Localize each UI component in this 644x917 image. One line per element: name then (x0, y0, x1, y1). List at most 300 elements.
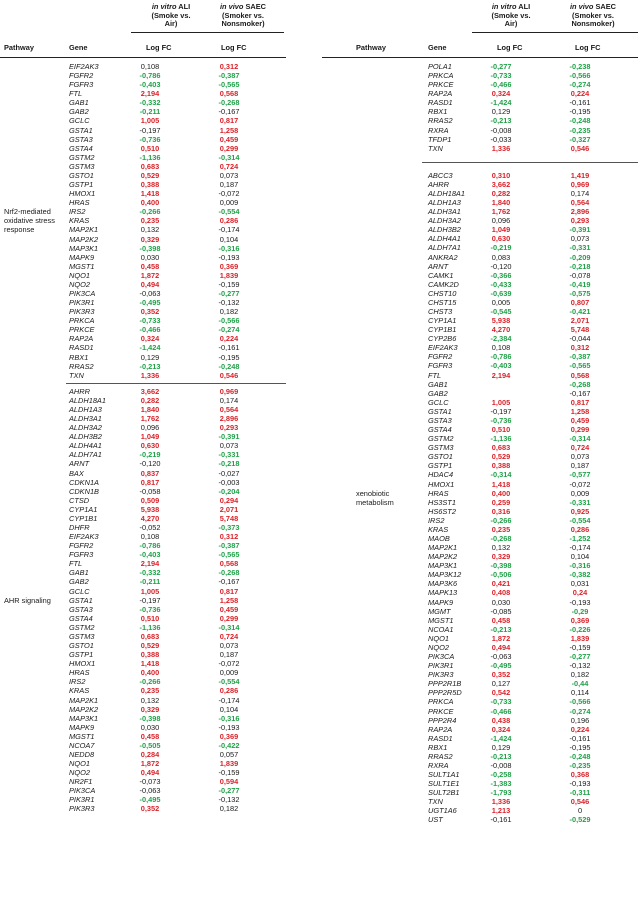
gene-name: FTL (428, 370, 442, 380)
gene-name: ABCC3 (428, 170, 453, 180)
table-row (322, 670, 644, 679)
logfc-in-vivo: 1,258 (219, 125, 239, 135)
logfc-in-vivo: 0,459 (570, 415, 590, 425)
logfc-in-vivo: -0,274 (218, 325, 240, 335)
gene-name: HMOX1 (69, 659, 96, 669)
logfc-in-vitro: -0,266 (490, 515, 512, 525)
logfc-in-vitro: 0,494 (140, 279, 160, 289)
gene-name: NQO2 (69, 279, 90, 289)
logfc-in-vivo: 1,258 (219, 595, 239, 605)
logfc-in-vitro: -0,213 (490, 751, 512, 761)
table-row (0, 307, 322, 316)
gene-name: KRAS (69, 686, 90, 696)
logfc-in-vivo: 0,312 (570, 343, 590, 353)
logfc-in-vitro: -1,136 (139, 622, 161, 632)
logfc-in-vitro: -0,211 (139, 107, 161, 117)
col2-header-right: in vivo SAEC (Smoker vs. Nonsmoker) (569, 2, 616, 29)
gene-name: CDKN1B (69, 486, 99, 496)
table-row (0, 334, 322, 343)
table-row (0, 696, 322, 705)
logfc-in-vitro: 0,494 (140, 768, 160, 778)
logfc-in-vitro: 0,388 (140, 650, 160, 660)
logfc-in-vivo: -0,044 (569, 334, 591, 344)
logfc-in-vivo: -0,159 (218, 768, 240, 778)
gene-name: CYP1B1 (428, 325, 457, 335)
logfc-in-vitro: 1,418 (491, 479, 511, 489)
logfc-in-vitro: 0,129 (491, 742, 511, 752)
logfc-in-vivo: -0,316 (569, 561, 591, 571)
pathway-label: xenobiotic metabolism (356, 488, 394, 507)
logfc-in-vitro: 1,336 (140, 370, 160, 380)
logfc-in-vitro: 0,108 (140, 62, 160, 71)
logfc-in-vitro: 0,329 (491, 552, 511, 562)
table-row (0, 387, 322, 396)
logfc-in-vitro: -0,545 (490, 307, 512, 316)
logfc-in-vitro: -0,314 (490, 470, 512, 480)
gene-name: NCOA7 (69, 740, 95, 750)
logfc-in-vivo: -0,132 (569, 661, 591, 671)
col1-header-right: in vitro ALI (Smoke vs. Air) (491, 2, 531, 29)
table-row (0, 396, 322, 405)
table-row (322, 688, 644, 697)
logfc-in-vitro: -0,639 (490, 288, 512, 298)
pathway-header-right: Pathway (356, 43, 386, 52)
table-row (322, 607, 644, 616)
table-row (322, 107, 644, 116)
logfc-in-vitro: -0,403 (139, 80, 161, 90)
table-row (322, 253, 644, 262)
table-row (322, 207, 644, 216)
logfc-in-vitro: 0,408 (491, 588, 511, 598)
logfc-in-vivo: -0,373 (218, 523, 240, 532)
logfc-in-vivo: -0,027 (218, 468, 240, 478)
logfc-in-vitro: 0,129 (140, 352, 160, 362)
gene-name: CYP2B6 (428, 334, 457, 344)
logfc-in-vitro: 0,235 (140, 216, 160, 226)
gene-name: GSTO1 (428, 452, 453, 462)
logfc-in-vitro: -0,063 (139, 289, 161, 298)
logfc-in-vitro: -0,213 (490, 116, 512, 126)
logfc-in-vitro: 0,329 (140, 704, 160, 714)
table-row (0, 271, 322, 280)
gene-name: ARNT (428, 261, 449, 271)
table-row (322, 434, 644, 443)
logfc-in-vitro: -0,786 (490, 352, 512, 362)
gene-name: MAP2K2 (69, 704, 99, 714)
gene-name: ALDH3B2 (69, 432, 102, 442)
logfc-in-vivo: -0,554 (569, 515, 591, 525)
gene-name: MAP2K1 (69, 695, 99, 705)
logfc-in-vitro: -0,466 (490, 80, 512, 90)
col1-header: in vitro ALI (Smoke vs. Air) (151, 2, 191, 29)
logfc-in-vitro: 0,421 (491, 579, 511, 589)
logfc-in-vivo: 0,009 (219, 198, 239, 208)
logfc-in-vitro: 0,083 (491, 252, 511, 262)
logfc-in-vitro: 1,049 (140, 432, 160, 442)
gene-name: MAP2K2 (428, 552, 458, 562)
logfc-in-vivo: -0,193 (218, 722, 240, 732)
logfc-in-vivo: -0,44 (571, 679, 589, 689)
table-row (322, 643, 644, 652)
table-row (0, 126, 322, 135)
logfc-in-vivo: 0,568 (219, 559, 239, 569)
gene-name: EIF2AK3 (428, 343, 458, 353)
table-row (0, 677, 322, 686)
logfc-in-vitro: 1,872 (491, 633, 511, 643)
table-row (322, 470, 644, 479)
logfc-in-vitro: 1,418 (140, 659, 160, 669)
logfc-in-vitro: -0,008 (490, 761, 512, 770)
logfc-in-vivo: -0,195 (569, 742, 591, 752)
gene-name: MGST1 (428, 615, 454, 625)
table-row (0, 262, 322, 271)
logfc-in-vitro: 0,630 (140, 441, 160, 451)
gene-name: NQO1 (69, 270, 90, 280)
logfc-in-vivo: 0,546 (570, 797, 590, 807)
table-row (322, 225, 644, 234)
logfc-in-vitro: 4,270 (140, 513, 160, 523)
logfc-in-vivo: -0,193 (569, 779, 591, 789)
table-row (0, 478, 322, 487)
logfc-in-vitro: 1,762 (491, 207, 511, 217)
table-row (322, 516, 644, 525)
gene-name: PRKCA (428, 697, 454, 707)
logfc-in-vivo: -0,419 (569, 279, 591, 289)
gene-name: RASD1 (428, 733, 453, 743)
gene-name: RRAS2 (428, 116, 453, 126)
gene-name: GSTP1 (428, 461, 453, 471)
table-row (322, 598, 644, 607)
gene-name: CAMK2D (428, 279, 459, 289)
logfc-in-vitro: -0,495 (139, 795, 161, 805)
gene-name: MAPK9 (69, 252, 95, 262)
gene-name: PPP2R5D (428, 688, 462, 698)
logfc-in-vivo: 1,839 (219, 270, 239, 280)
table-row (322, 135, 644, 144)
logfc-in-vitro: -0,266 (139, 207, 161, 217)
table-row (0, 80, 322, 89)
table-row (322, 316, 644, 325)
logfc-in-vitro: -0,197 (490, 406, 512, 416)
table-row (0, 777, 322, 786)
table-row (322, 380, 644, 389)
logfc-in-vivo: -0,174 (218, 695, 240, 705)
table-row (322, 371, 644, 380)
table-row (322, 679, 644, 688)
logfc-in-vitro: -0,332 (139, 568, 161, 578)
gene-name: MAP2K2 (69, 234, 99, 244)
table-row (0, 650, 322, 659)
gene-name: CDKN1A (69, 477, 99, 487)
logfc-in-vivo: 0,224 (570, 724, 590, 734)
logfc-in-vitro: -0,120 (490, 261, 512, 271)
logfc-in-vivo: -0,209 (569, 252, 591, 262)
gene-name: RAP2A (428, 89, 453, 99)
logfc-in-vivo: -0,161 (218, 343, 240, 353)
logfc-in-vitro: 0,542 (491, 688, 511, 698)
gene-name: GAB2 (69, 577, 89, 587)
table-row (322, 788, 644, 797)
logfc-in-vivo: -0,314 (569, 434, 591, 444)
table-row (322, 361, 644, 370)
logfc-in-vitro: -0,505 (139, 740, 161, 750)
gene-name: FGFR3 (69, 80, 94, 90)
table-row (322, 425, 644, 434)
table-row (0, 732, 322, 741)
table-row (0, 98, 322, 107)
logfc-in-vitro: -0,063 (490, 652, 512, 662)
table-row (0, 116, 322, 125)
gene-name: FTL (69, 89, 83, 99)
logfc-in-vitro: 0,352 (140, 804, 160, 814)
logfc-in-vitro: 0,388 (140, 180, 160, 190)
logfc-in-vivo: -0,566 (218, 316, 240, 326)
table-row (322, 480, 644, 489)
gene-name: GSTA1 (69, 595, 93, 605)
logfc-in-vitro: -0,161 (490, 815, 512, 825)
gene-name: ALDH7A1 (428, 243, 461, 253)
logfc-in-vitro: -0,398 (490, 561, 512, 571)
logfc-in-vivo: -0,159 (569, 642, 591, 652)
table-row (322, 116, 644, 125)
table-row (0, 244, 322, 253)
gene-name: PIK3R3 (69, 307, 95, 317)
gene-name: RXRA (428, 125, 449, 135)
gene-name: MAP2K1 (69, 225, 99, 235)
gene-name: GSTM3 (69, 161, 95, 171)
gene-name: MGMT (428, 606, 451, 616)
gene-name: ANKRA2 (428, 252, 458, 262)
logfc-in-vivo: 0,546 (219, 370, 239, 380)
gene-name: ARNT (69, 459, 90, 469)
logfc-in-vivo: -0,204 (218, 486, 240, 496)
table-row (0, 298, 322, 307)
table-row (0, 423, 322, 432)
table-row (322, 443, 644, 452)
table-row (0, 289, 322, 298)
gene-name: CHST10 (428, 288, 457, 298)
table-row (0, 496, 322, 505)
logfc-in-vitro: 0,529 (140, 170, 160, 180)
gene-name: PRKCE (69, 325, 95, 335)
gene-name: ALDH3A2 (428, 216, 461, 226)
logfc-in-vivo: -0,003 (218, 477, 240, 487)
logfc-in-vivo: -0,072 (218, 659, 240, 669)
logfc-in-vivo: -0,331 (218, 450, 240, 460)
table-row (322, 180, 644, 189)
table-row (322, 543, 644, 552)
logfc-in-vitro: -0,736 (139, 134, 161, 144)
table-row (0, 705, 322, 714)
logfc-in-vitro: 0,458 (491, 615, 511, 625)
table-row (0, 605, 322, 614)
gene-name: EIF2AK3 (69, 62, 99, 71)
logfc-in-vivo: 0,817 (570, 397, 590, 407)
logfc-in-vitro: 1,872 (140, 759, 160, 769)
logfc-in-vivo: -0,331 (569, 243, 591, 253)
logfc-in-vivo: 0,817 (219, 586, 239, 596)
logfc-in-vitro: 0,284 (140, 750, 160, 759)
table-row (0, 107, 322, 116)
table-row (0, 459, 322, 468)
logfc-in-vivo: 1,258 (570, 406, 590, 416)
gene-name: MAP3K1 (69, 713, 99, 723)
gene-name: BAX (69, 468, 84, 478)
table-row (0, 723, 322, 732)
logfc-in-vivo: 0,073 (219, 641, 239, 651)
table-row (0, 153, 322, 162)
gene-name: TFDP1 (428, 134, 452, 144)
table-row (322, 797, 644, 806)
logfc-in-vitro: 3,662 (140, 386, 160, 396)
gene-name: RBX1 (428, 742, 448, 752)
logfc-in-vivo: -0,167 (569, 388, 591, 398)
logfc-in-vitro: 0,817 (140, 477, 160, 487)
gene-name: GSTA4 (69, 613, 93, 623)
table-row (0, 659, 322, 668)
logfc-in-vivo: -0,277 (569, 652, 591, 662)
table-row (322, 779, 644, 788)
group-separator (66, 383, 286, 384)
logfc-in-vitro: 0,400 (140, 668, 160, 678)
logfc-in-vitro: -0,211 (139, 577, 161, 587)
table-row (322, 697, 644, 706)
header-rule-top-right (472, 32, 638, 33)
gene-name: KRAS (428, 524, 449, 534)
table-row (0, 487, 322, 496)
logfc-in-vivo: 0,104 (570, 552, 590, 562)
table-row (322, 634, 644, 643)
logfc-in-vivo: -0,391 (569, 225, 591, 235)
logfc-in-vitro: 1,418 (140, 189, 160, 199)
logfc-in-vivo: -0,193 (569, 597, 591, 607)
table-row (322, 652, 644, 661)
gene-name: GAB2 (428, 388, 448, 398)
table-row (322, 725, 644, 734)
logfc-in-vivo: -0,565 (218, 80, 240, 90)
table-row (0, 614, 322, 623)
logfc-in-vitro: 0,132 (140, 225, 160, 235)
logfc-in-vivo: -0,565 (569, 361, 591, 371)
gene-name: PPP2R1B (428, 679, 462, 689)
logfc-in-vitro: 1,872 (140, 270, 160, 280)
table-row (0, 641, 322, 650)
table-row (0, 469, 322, 478)
logfc-in-vivo: 2,071 (570, 316, 590, 326)
gene-name: GAB1 (428, 379, 448, 389)
gene-name: CYP1B1 (69, 513, 98, 523)
logfc-in-vivo: 0,009 (570, 488, 590, 498)
logfc-in-vivo: 0,073 (219, 441, 239, 451)
header-rule-top (131, 32, 284, 33)
logfc-in-vivo: 0,187 (219, 650, 239, 660)
gene-name: GSTA4 (69, 143, 93, 153)
logfc-in-vitro: 1,762 (140, 414, 160, 424)
logfc-in-vivo: -0,226 (569, 624, 591, 634)
logfc-in-vivo: -0,529 (569, 815, 591, 825)
logfc-in-vivo: -0,132 (218, 298, 240, 308)
logfc-in-vivo: -0,132 (218, 795, 240, 805)
logfc-in-vitro: -0,786 (139, 71, 161, 81)
logfc-in-vitro: 0,108 (491, 343, 511, 353)
gene-name: RASD1 (69, 343, 94, 353)
gene-name: RBX1 (428, 107, 448, 117)
gene-name: PIK3R1 (69, 298, 95, 308)
logfc-in-vitro: 5,938 (140, 504, 160, 514)
table-row (322, 416, 644, 425)
gene-name: GSTO1 (69, 641, 94, 651)
logfc-in-vivo: 0,073 (219, 170, 239, 180)
table-row (0, 786, 322, 795)
logfc-in-vivo: 0,564 (570, 198, 590, 208)
table-row (0, 741, 322, 750)
col2-header: in vivo SAEC (Smoker vs. Nonsmoker) (219, 2, 266, 29)
logfc-in-vivo: 0,369 (219, 261, 239, 271)
logfc-in-vitro: -1,424 (490, 98, 512, 108)
logfc-in-vivo: 2,071 (219, 504, 239, 514)
logfc-in-vivo: -0,277 (218, 289, 240, 298)
gene-name: IRS2 (69, 207, 86, 217)
gene-name: FGFR2 (69, 541, 94, 551)
table-row (322, 71, 644, 80)
logfc-in-vivo: -0,565 (218, 550, 240, 560)
logfc-in-vitro: 0,683 (491, 443, 511, 453)
gene-name: CTSD (69, 495, 90, 505)
logfc-in-vitro: 0,129 (491, 107, 511, 117)
logfc-in-vivo: 0,312 (219, 62, 239, 71)
table-row (322, 625, 644, 634)
table-row (322, 770, 644, 779)
gene-name: PIK3CA (428, 652, 455, 662)
logfc-in-vitro: -0,085 (490, 606, 512, 616)
logfc-in-vivo: 0,182 (219, 307, 239, 317)
logfc-in-vivo: -0,248 (569, 116, 591, 126)
logfc-in-vivo: -0,382 (569, 570, 591, 580)
logfc-in-vivo: -0,554 (218, 677, 240, 687)
logfc-in-vitro: -0,197 (139, 595, 161, 605)
logfc-in-vivo: 0,817 (219, 116, 239, 126)
table-row (322, 752, 644, 761)
logfc-in-vitro: 1,005 (140, 116, 160, 126)
logfc-in-vitro: -0,332 (139, 98, 161, 108)
gene-name: PIK3CA (69, 786, 96, 796)
gene-name: NEDD8 (69, 750, 95, 759)
logfc-in-vivo: 0 (577, 806, 583, 816)
table-row (322, 806, 644, 815)
gene-name: GSTM3 (69, 631, 95, 641)
logfc-in-vitro: -0,506 (490, 570, 512, 580)
gene-name: HMOX1 (69, 189, 96, 199)
logfc-in-vitro: 0,352 (140, 307, 160, 317)
gene-name: CAMK1 (428, 270, 454, 280)
logfc-in-vivo: 0,187 (570, 461, 590, 471)
gene-name: PIK3CA (69, 289, 96, 298)
table-row (0, 795, 322, 804)
logfc-in-vivo: 0,925 (570, 506, 590, 516)
gene-name: RBX1 (69, 352, 89, 362)
gene-name: ALDH4A1 (69, 441, 102, 451)
table-row (0, 371, 322, 380)
logfc-in-vivo: -0,277 (218, 786, 240, 796)
gene-name: PIK3R3 (69, 804, 95, 814)
gene-name: ALDH3A1 (428, 207, 461, 217)
logfc-in-vitro: 3,662 (491, 179, 511, 189)
logfc-in-vivo: 0,182 (219, 804, 239, 814)
gene-name: CYP1A1 (428, 316, 457, 326)
logfc-in-vitro: 0,352 (491, 670, 511, 680)
logfc-in-vivo: -1,252 (569, 534, 591, 543)
logfc-in-vivo: 5,748 (570, 325, 590, 335)
